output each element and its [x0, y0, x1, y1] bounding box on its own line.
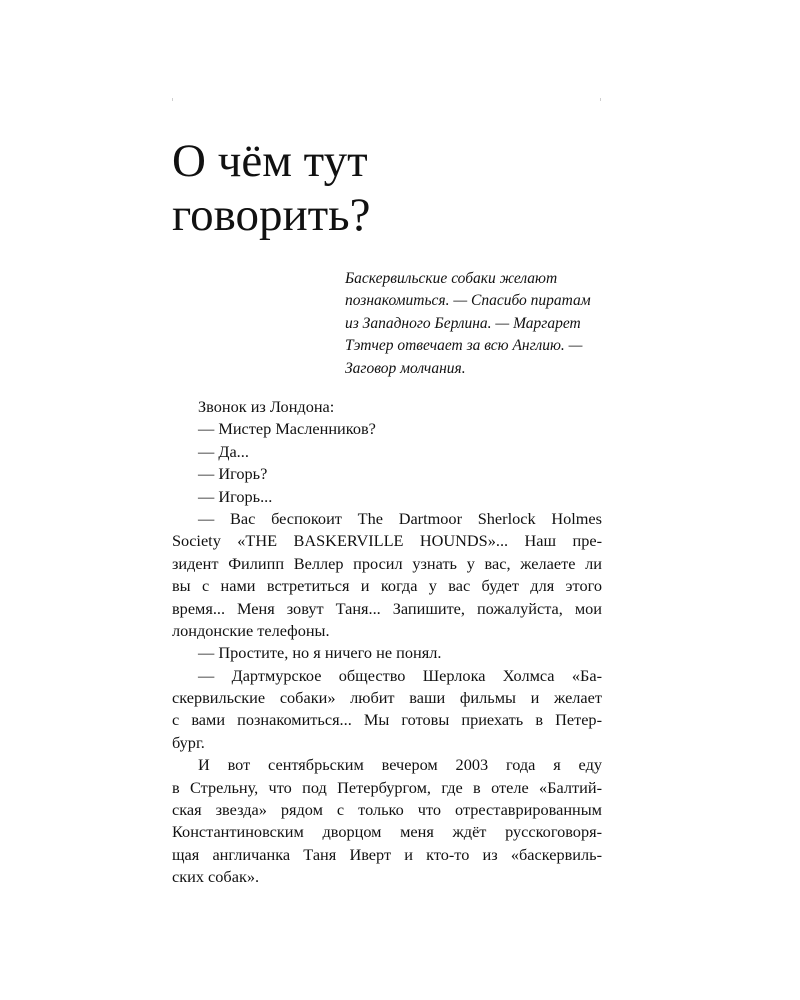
text-line: — Мистер Масленников? — [198, 419, 376, 439]
chapter-title — [172, 134, 602, 242]
epigraph-line: познакомиться. — Спасибо пиратам — [345, 292, 591, 310]
text-line: зидент Филипп Веллер просил узнать у вас, желаете ли — [172, 553, 602, 573]
epigraph — [345, 268, 603, 380]
text-line: щая англичанка Таня Иверт и кто-то из «баскервиль- — [172, 844, 602, 864]
epigraph-line: из Западного Берлина. — Маргарет — [345, 314, 581, 332]
text-line: лондонские телефоны. — [172, 620, 330, 640]
text-line: скервильские собаки» любит ваши фильмы и желает — [172, 688, 602, 708]
text-line: в Стрельну, что под Петербургом, где в отеле «Балтий- — [172, 777, 602, 797]
text-line: время... Меня зовут Таня... Запишите, пожалуйста, мои — [172, 598, 602, 618]
text-line: бург. — [172, 732, 205, 752]
text-line: — Дартмурское общество Шерлока Холмса «Ба- — [198, 665, 602, 685]
book-page — [172, 0, 602, 1000]
epigraph-line: Тэтчер отвечает за всю Англию. — — [345, 337, 583, 355]
text-line: Society «THE BASKERVILLE HOUNDS»... Наш пре- — [172, 531, 602, 551]
text-line: с вами познакомиться... Мы готовы приехать в Петер- — [172, 710, 602, 730]
text-line: И вот сентябрьским вечером 2003 года я еду — [198, 755, 602, 775]
text-line: — Да... — [198, 441, 249, 461]
body-text — [172, 396, 602, 889]
text-line: вы с нами встретиться и когда у вас будет для этого — [172, 576, 602, 596]
text-line: — Игорь? — [198, 464, 268, 484]
chapter-title-line: О чём тут — [172, 135, 368, 187]
text-line: — Вас беспокоит The Dartmoor Sherlock Holmes — [198, 508, 602, 528]
text-line: Звонок из Лондона: — [198, 397, 335, 416]
text-line: ская звезда» рядом с только что отреставрированным — [172, 800, 602, 820]
text-line: — Простите, но я ничего не понял. — [198, 643, 442, 663]
text-line: Константиновским дворцом меня ждёт русскоговоря- — [172, 822, 602, 842]
crop-mark-left — [172, 98, 173, 101]
crop-mark-right — [600, 98, 601, 101]
chapter-title-line: говорить? — [172, 189, 371, 241]
text-line: ских собак». — [172, 867, 260, 887]
epigraph-line: Баскервильские собаки желают — [345, 270, 558, 287]
epigraph-line: Заговор молчания. — [345, 359, 466, 377]
text-line: — Игорь... — [198, 486, 273, 506]
